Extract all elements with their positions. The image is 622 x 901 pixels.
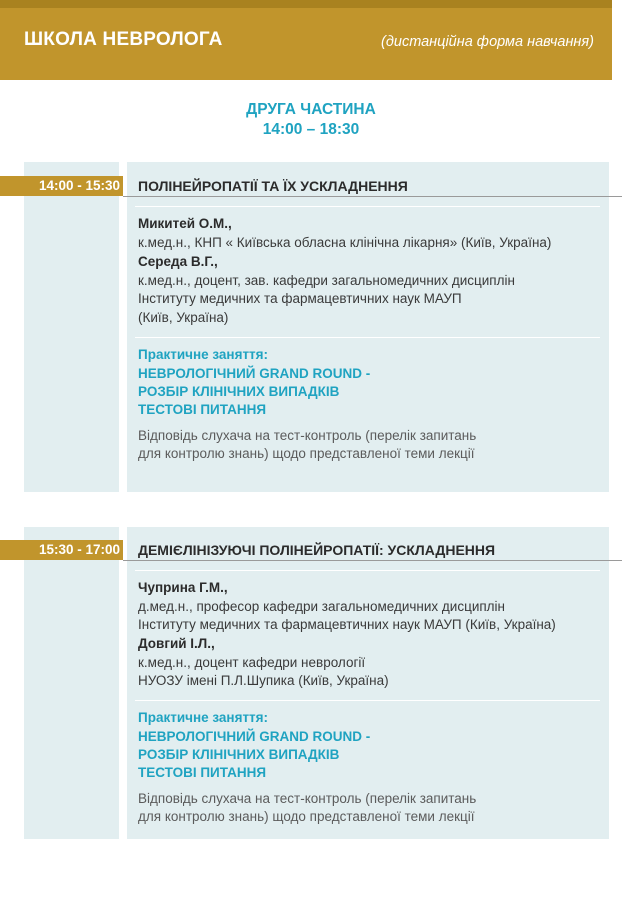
session-1-topic: ПОЛІНЕЙРОПАТІЇ ТА ЇХ УСКЛАДНЕННЯ <box>138 178 408 194</box>
practice-note: для контролю знань) щодо представленої теми лекції <box>138 809 475 824</box>
session-2-topic: ДЕМІЄЛІНІЗУЮЧІ ПОЛІНЕЙРОПАТІЇ: УСКЛАДНЕННЯ <box>138 542 496 558</box>
session-1-left-panel <box>24 162 119 492</box>
session-2-separator <box>135 570 600 571</box>
practice-line: ТЕСТОВІ ПИТАННЯ <box>138 765 267 780</box>
header-title: ШКОЛА НЕВРОЛОГА <box>24 29 223 50</box>
speaker-details: НУОЗУ імені П.Л.Шупика (Київ, Україна) <box>138 673 389 688</box>
speaker-details: Інституту медичних та фармацевтичних наук МАУП <box>138 291 462 306</box>
session-1-time: 14:00 - 15:30 <box>0 176 123 196</box>
practice-line: НЕВРОЛОГІЧНИЙ GRAND ROUND - <box>138 729 371 744</box>
practice-note: Відповідь слухача на тест-контроль (перелік запитань <box>138 428 477 443</box>
session-1-separator <box>135 337 600 338</box>
speaker-name: Середа В.Г., <box>138 254 218 269</box>
header-note: (дистанційна форма навчання) <box>381 34 594 50</box>
practice-label: Практичне заняття: <box>138 710 269 725</box>
speaker-name: Микитей О.М., <box>138 216 232 231</box>
session-2-rule <box>123 560 622 561</box>
speaker-details: д.мед.н., професор кафедри загальномедичних дисциплін <box>138 599 506 614</box>
speaker-details: к.мед.н., КНП « Київська обласна клінічна лікарня» (Київ, Україна) <box>138 235 552 250</box>
practice-line: ТЕСТОВІ ПИТАННЯ <box>138 402 267 417</box>
speaker-name: Чуприна Г.М., <box>138 580 228 595</box>
practice-line: РОЗБІР КЛІНІЧНИХ ВИПАДКІВ <box>138 747 340 762</box>
speaker-details: (Київ, Україна) <box>138 310 229 325</box>
practice-label: Практичне заняття: <box>138 347 269 362</box>
speaker-details: к.мед.н., доцент, зав. кафедри загальномедичних дисциплін <box>138 273 515 288</box>
session-2-time: 15:30 - 17:00 <box>0 540 123 560</box>
practice-note: для контролю знань) щодо представленої теми лекції <box>138 446 475 461</box>
speaker-details: Інституту медичних та фармацевтичних наук МАУП (Київ, Україна) <box>138 617 556 632</box>
header-top-stripe <box>0 0 612 8</box>
session-1-separator <box>135 206 600 207</box>
practice-line: НЕВРОЛОГІЧНИЙ GRAND ROUND - <box>138 366 371 381</box>
practice-note: Відповідь слухача на тест-контроль (перелік запитань <box>138 791 477 806</box>
header-bar <box>0 0 612 80</box>
speaker-name: Довгий І.Л., <box>138 636 215 651</box>
session-2-left-panel <box>24 527 119 839</box>
speaker-details: к.мед.н., доцент кафедри неврології <box>138 655 366 670</box>
session-2-separator <box>135 700 600 701</box>
session-1-rule <box>123 196 622 197</box>
practice-line: РОЗБІР КЛІНІЧНИХ ВИПАДКІВ <box>138 384 340 399</box>
part-time: 14:00 – 18:30 <box>262 121 360 138</box>
part-title: ДРУГА ЧАСТИНА <box>246 101 376 118</box>
